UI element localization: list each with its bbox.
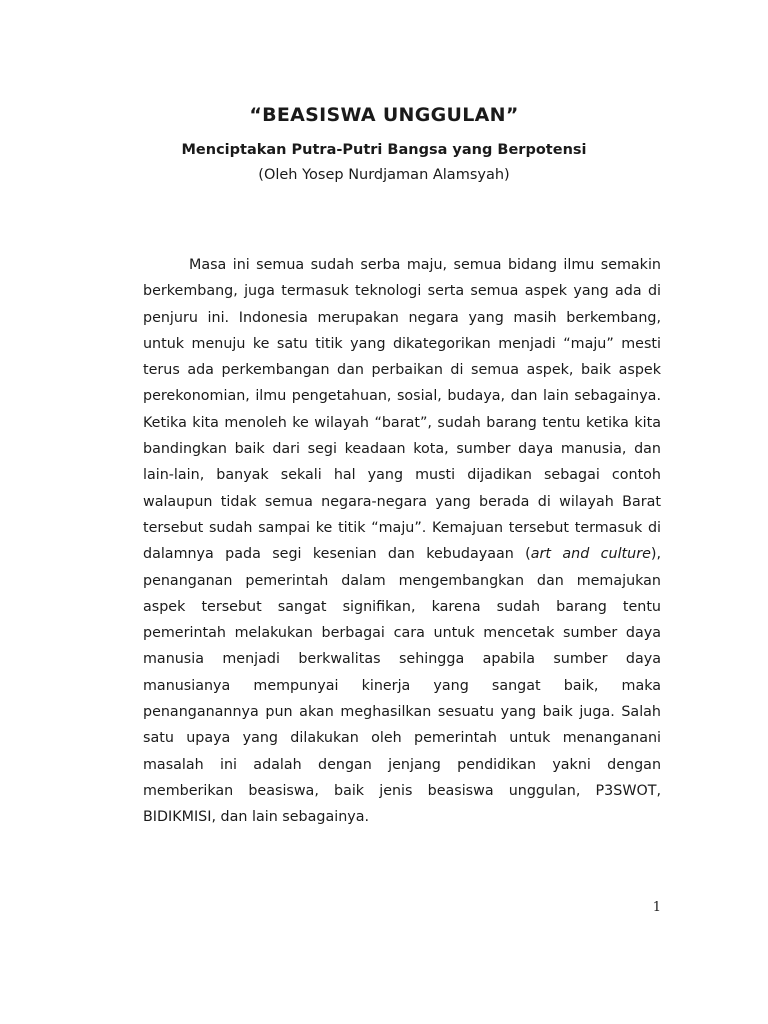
document-subtitle: Menciptakan Putra-Putri Bangsa yang Berpotensi: [181, 142, 587, 158]
paragraph-text-part1: Masa ini semua sudah serba maju, semua bidang ilmu semakin berkembang, juga termasuk teknologi serta semua aspek yang ada di penjuru ini. Indonesia merupakan negara yang masih berkembang, untuk menuju ke satu titik yang dikategorikan menjadi “maju” mesti terus ada perkembangan dan perbaikan di semua aspek, baik aspek perekonomian, ilmu pengetahuan, sosial, budaya, dan lain sebagainya. Ketika kita menoleh ke wilayah “barat”, sudah barang tentu ketika kita bandingkan baik dari segi keadaan kota, sumber daya manusia, dan lain-lain, banyak sekali hal yang musti dijadikan sebagai contoh walaupun tidak semua negara-negara yang berada di wilayah Barat tersebut sudah sampai ke titik “maju”. Kemajuan tersebut termasuk di dalamnya pada segi kesenian dan kebudayaan (: [143, 257, 661, 563]
paragraph-italic-phrase: art and culture: [530, 546, 651, 563]
document-title: “BEASISWA UNGGULAN”: [249, 104, 519, 126]
author-byline: (Oleh Yosep Nurdjaman Alamsyah): [258, 167, 510, 183]
paragraph-text-part2: ), penanganan pemerintah dalam mengembangkan dan memajukan aspek tersebut sangat signifikan, karena sudah barang tentu pemerintah melakukan berbagai cara untuk mencetak sumber daya manusia menjadi berkwalitas sehingga apabila sumber daya manusianya mempunyai kinerja yang sangat baik, maka penanganannya pun akan meghasilkan sesuatu yang baik juga. Salah satu upaya yang dilakukan oleh pemerintah untuk menanganani masalah ini adalah dengan jenjang pendidikan yakni dengan memberikan beasiswa, baik jenis beasiswa unggulan, P3SWOT, BIDIKMISI, dan lain sebagainya.: [143, 546, 662, 826]
page-number: 1: [652, 900, 661, 915]
body-paragraph: [143, 252, 661, 831]
